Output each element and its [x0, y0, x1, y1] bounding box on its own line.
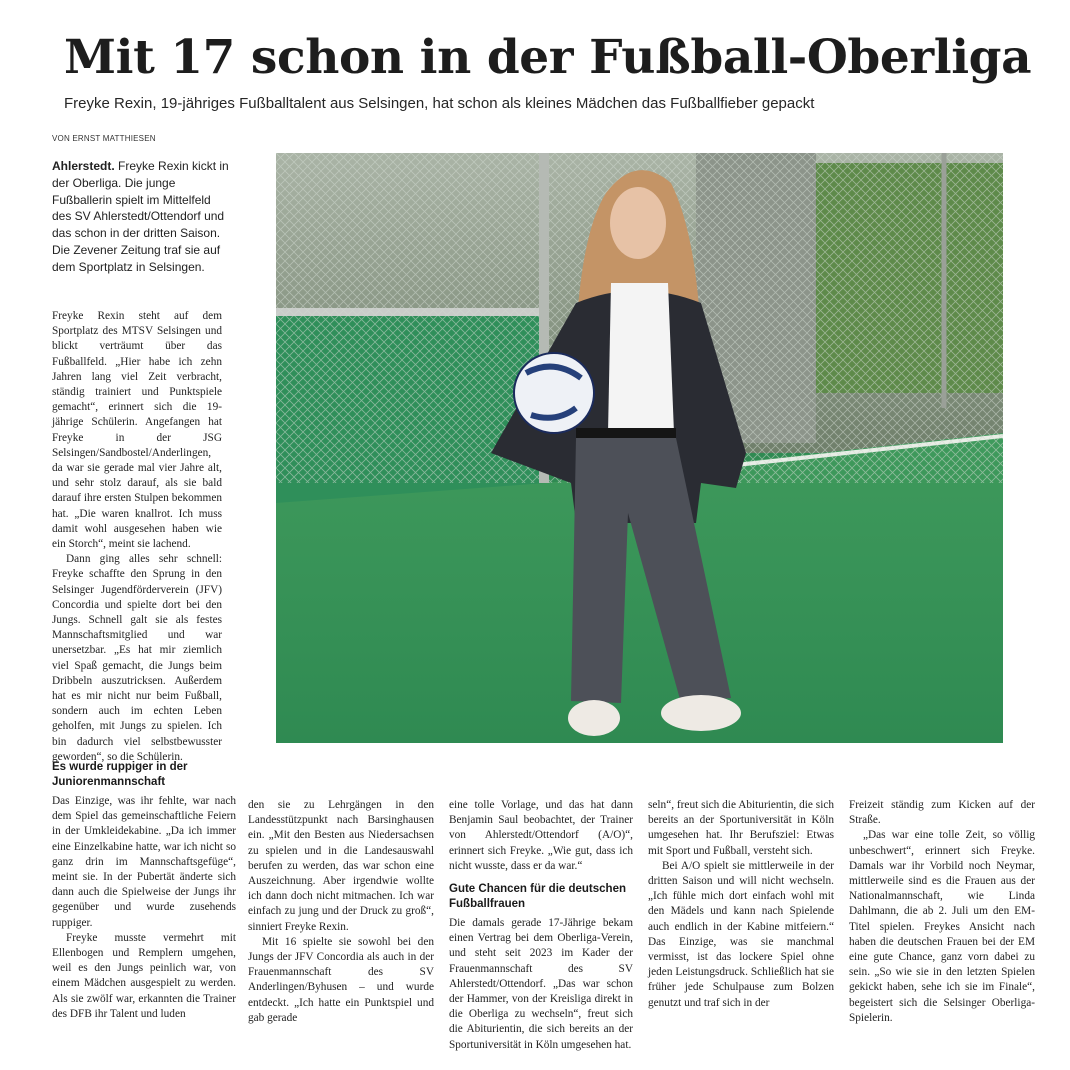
paragraph: Bei A/O spielt sie mittlerweile in der dritten Saison und will nicht wechseln. „Ich fühle mich dort einfach wohl mit den Mädels und kann nach Spielende auch endlich in der Kabine mitfeiern.“ Das Einzige, was sie manchmal vermisst, ist das lockere Spiel ohne jeden Leistungsdruck. Schließlich hat sie früher jede Schulpause zum Bolzen genutzt und traf sich in der: [648, 859, 834, 1009]
paragraph: Das Einzige, was ihr fehlte, war nach dem Spiel das gemeinschaftliche Feiern in der Umkleidekabine. „Da ich immer eine Einzelkabine hatte, war ich nicht so ganz drin im Mannschaftsgefüge“, meint sie. In der Pubertät änderte sich dann auch die Spielweise der Jungs ihr gegenüber und wurde zusehends ruppiger.: [52, 795, 236, 929]
column-2: [248, 798, 434, 1026]
column-3: [449, 798, 633, 1053]
column-1-top: [52, 309, 222, 765]
subheading-fussballfrauen: Gute Chancen für die deutschen Fußballfrauen: [449, 883, 626, 911]
paragraph: Dann ging alles sehr schnell: Freyke schaffte den Sprung in den Selsinger Jugendförderverein (JFV) Concordia und spielte dort bei den Jungs. Schnell galt sie als festes Mannschaftsmitglied und war unersetzbar. „Es hat mir ziemlich viel Spaß gemacht, die Jungs beim Dribbeln auszutricksen. Außerdem hat es mir nicht nur beim Fußball, sondern auch im echten Leben geholfen, mit Jungs zu spielen. Ich bin dadurch viel selbstbewusster geworden“, so die Schülerin.: [52, 553, 222, 763]
column-4: [648, 798, 834, 1011]
paragraph: „Das war eine tolle Zeit, so völlig unbeschwert“, erinnert sich Freyke. Damals war ihr Vorbild noch Neymar, mittlerweile sind es die Frauen aus der Nationalmannschaft, wie Linda Dahlmann, die ab 2. Juli um den EM-Titel spielen. Freykes Ansicht nach haben die deutschen Frauen bei der EM eine gute Chance, ganz vorn dabei zu sein. „So wie sie in den letzten Spielen gekickt haben, sehe ich sie im Finale“, begeistert sich die Selsinger Oberliga-Spielerin.: [849, 829, 1035, 1024]
subheading-juniorenmannschaft: Es wurde ruppiger in der Juniorenmannschaft: [52, 761, 188, 788]
paragraph: den sie zu Lehrgängen in den Landesstützpunkt nach Barsinghausen ein. „Mit den Besten aus Niedersachsen zu spielen und in die Landesauswahl berufen zu werden, das war schon eine Auszeichnung. Aber irgendwie wollte ich dann doch nicht mitmachen. Ich war einfach zu jung und der Druck zu groß“, sinniert Freyke Rexin.: [248, 799, 434, 933]
article-photo: [276, 153, 1003, 743]
paragraph: Freyke musste vermehrt mit Ellenbogen und Remplern umgehen, weil es den Jungs peinlich war, von einem Mädchen ausgespielt zu werden. Als sie zwölf war, erkannten die Trainer des DFB ihr Talent und luden: [52, 931, 236, 1020]
paragraph: seln“, freut sich die Abiturientin, die sich bereits an der Sportuniversität in Köln umgesehen hat. Ihr Berufsziel: Etwas mit Sport und Fußball, versteht sich.: [648, 799, 834, 857]
paragraph: Freizeit ständig zum Kicken auf der Straße.: [849, 799, 1035, 827]
photo-illustration: [276, 153, 1003, 743]
intro-text: Freyke Rexin kickt in der Oberliga. Die junge Fußballerin spielt im Mittelfeld des SV Ahlerstedt/Ottendorf und das schon in der dritten Saison. Die Zevener Zeitung traf sie auf dem Sportplatz in Selsingen.: [52, 159, 229, 274]
paragraph: eine tolle Vorlage, und das hat dann Benjamin Saul beobachtet, der Trainer von Ahlerstedt/Ottendorf (A/O)“, erinnert sich Freyke. „Wie gut, dass ich nicht wusste, dass er da war.“: [449, 799, 633, 872]
paragraph: Die damals gerade 17-Jährige bekam einen Vertrag bei dem Oberliga-Verein, und steht seit 2023 im Kader der Frauenmannschaft des SV Ahlerstedt/Ottendorf. „Das war schon der Hammer, von der Kreisliga direkt in die Oberliga zu wechseln“, freut sich die Abiturientin, die sich bereits an der Sportuniversität in Köln umgesehen hat.: [449, 917, 633, 1051]
intro-paragraph: [52, 158, 232, 276]
column-1-bottom: [52, 760, 236, 1022]
intro-location: Ahlerstedt.: [52, 159, 115, 173]
column-5: [849, 798, 1035, 1026]
subheadline: Freyke Rexin, 19-jähriges Fußballtalent aus Selsingen, hat schon als kleines Mädchen das Fußballfieber gepackt: [64, 95, 815, 112]
headline: Mit 17 schon in der Fußball-Oberliga: [64, 30, 1032, 85]
byline: VON ERNST MATTHIESEN: [52, 134, 156, 143]
paragraph: Mit 16 spielte sie sowohl bei den Jungs der JFV Concordia als auch in der Frauenmannschaft des SV Anderlingen/Byhusen – und wurde entdeckt. „Ich hatte ein Punktspiel und gab gerade: [248, 935, 434, 1024]
paragraph: Freyke Rexin steht auf dem Sportplatz des MTSV Selsingen und blickt verträumt über das Fußballfeld. „Hier habe ich zehn Jahren lang viel Zeit verbracht, ständig trainiert und Punktspiele gemacht“, erinnert sich die 19-jährige Schülerin. Angefangen hat Freyke in der JSG Selsingen/Sandbostel/Anderlingen, da war sie gerade mal vier Jahre alt, und sehr stolz darauf, als sie bald darauf ihre ersten Stulpen bekommen hat. „Die waren knallrot. Ich muss damit wohl ausgesehen haben wie ein Storch“, meint sie lachend.: [52, 310, 222, 551]
